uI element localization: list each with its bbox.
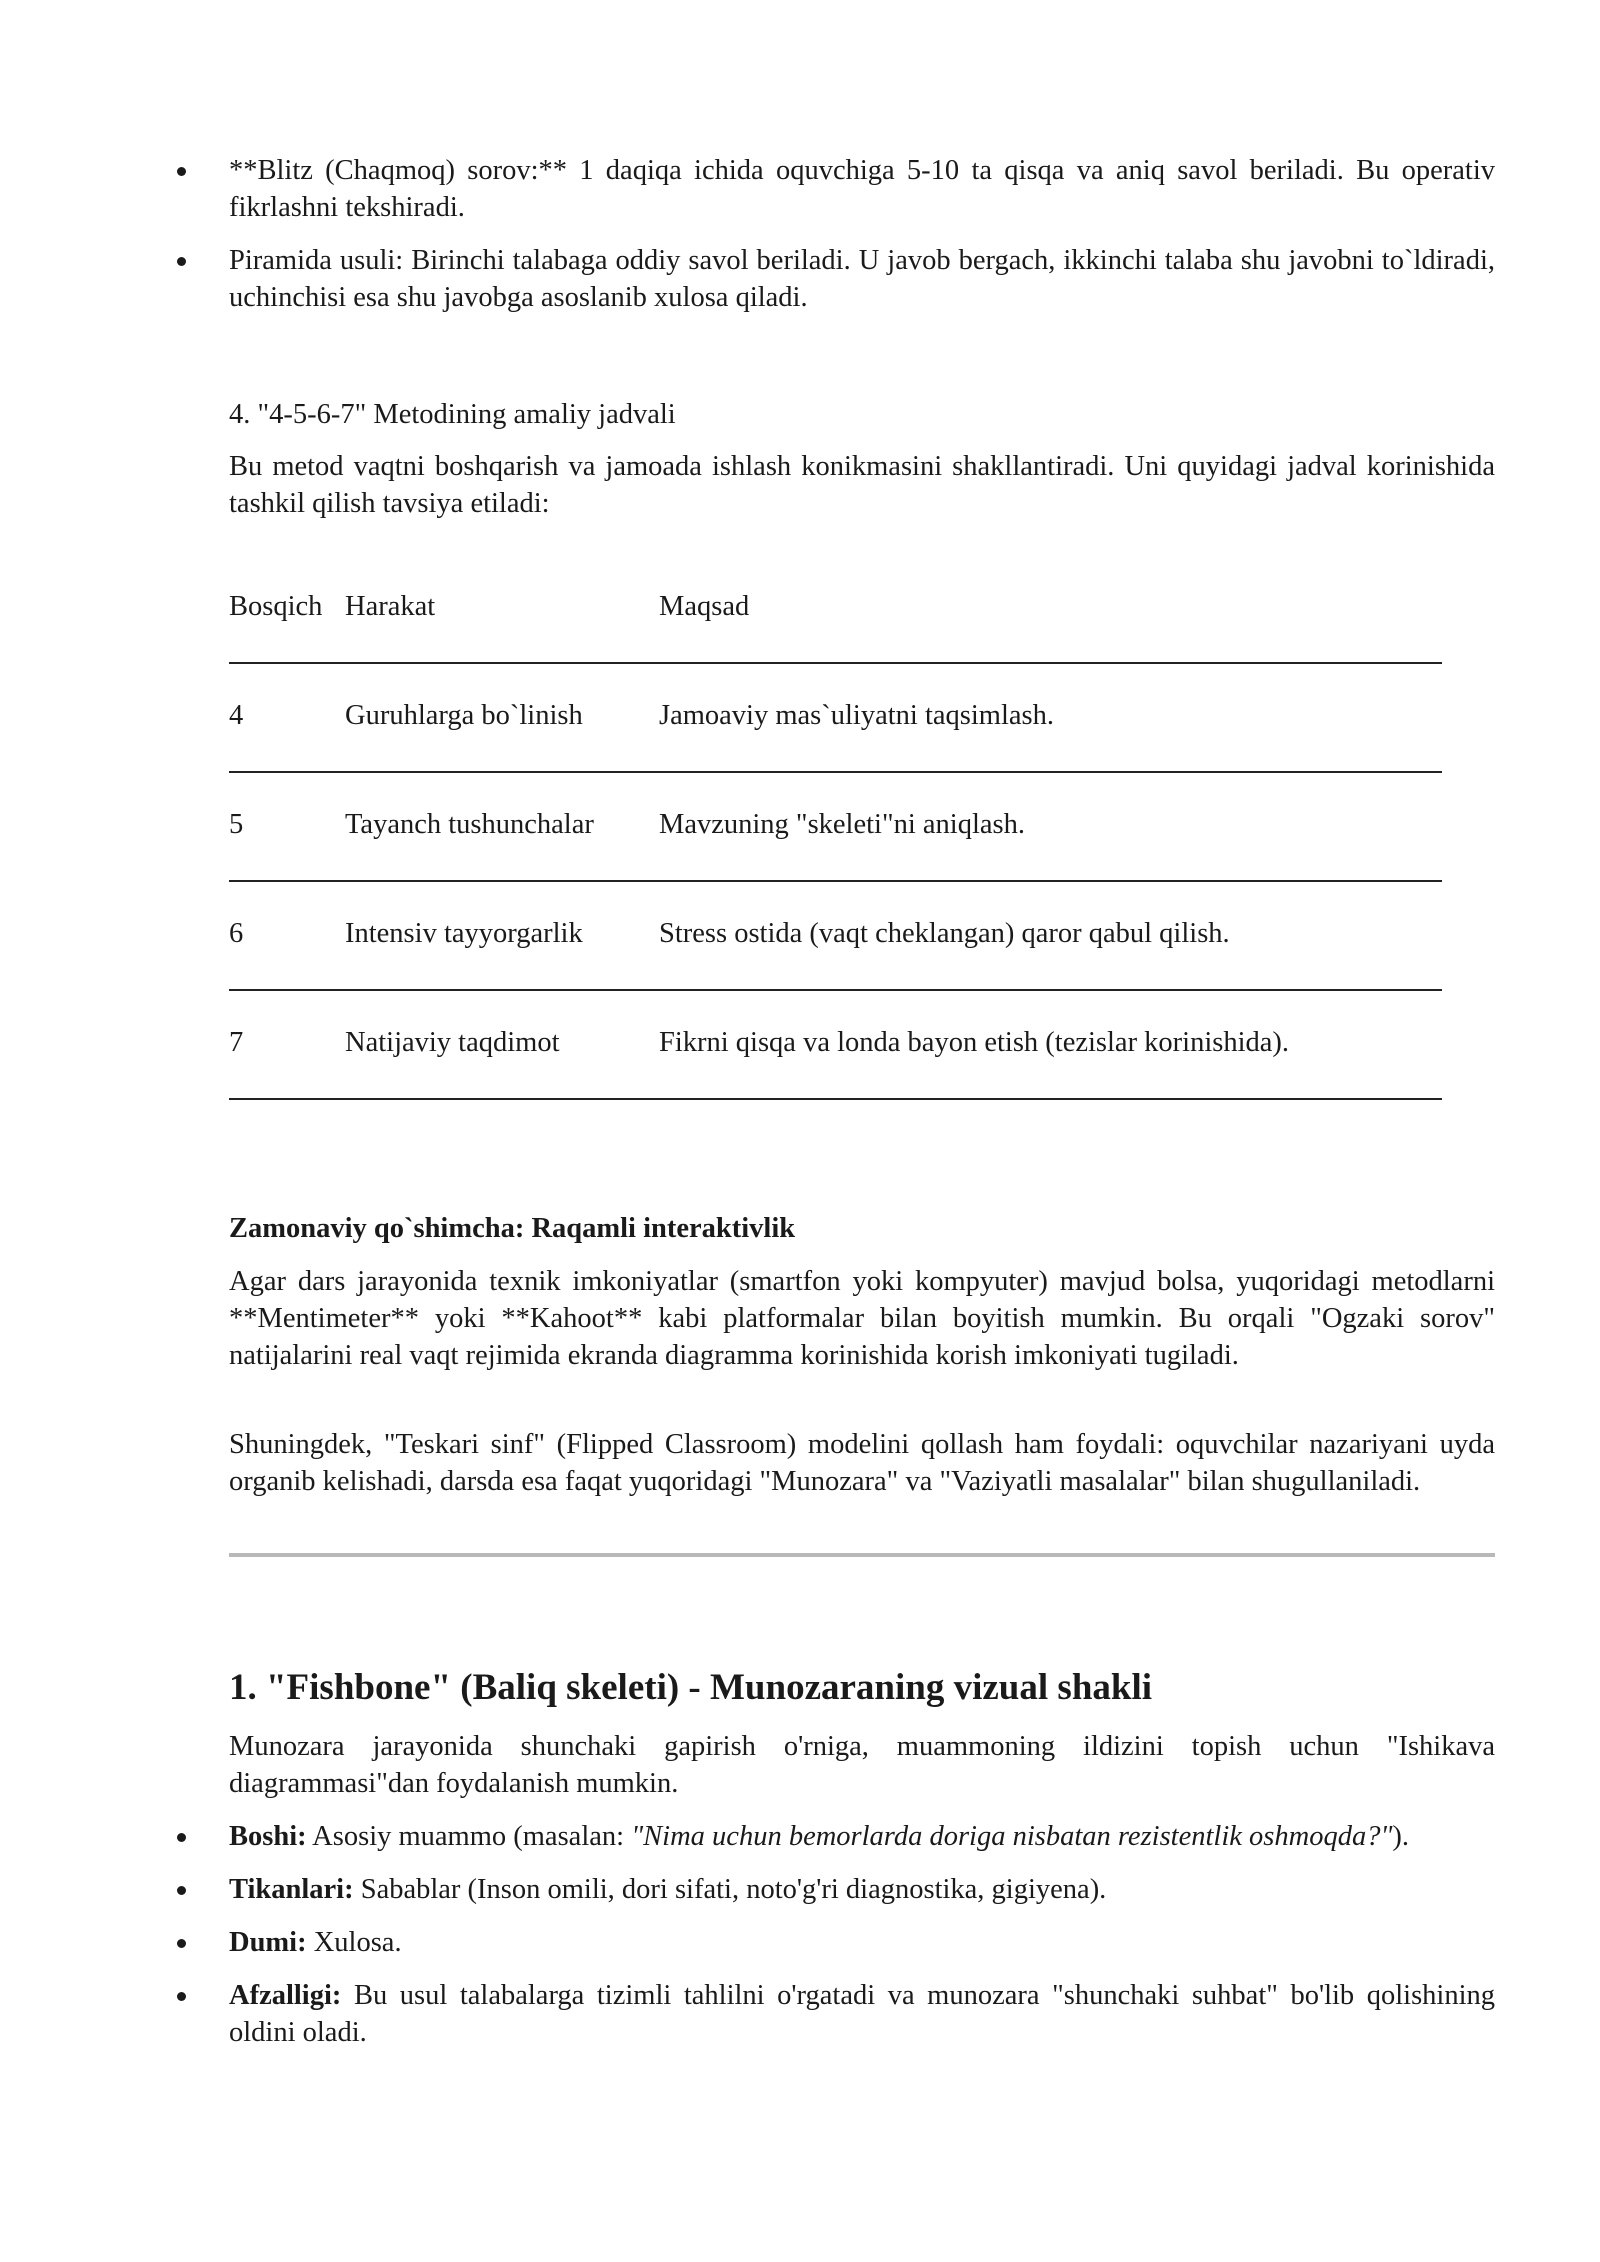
- fishbone-title: 1. "Fishbone" (Baliq skeleti) - Munozaraning vizual shakli: [229, 1667, 1153, 1708]
- table-row: [229, 882, 1442, 991]
- list-item: [229, 152, 1495, 226]
- method-table: [229, 586, 1442, 1100]
- digital-paragraph: Agar dars jarayonida texnik imkoniyatlar (smartfon yoki kompyuter) mavjud bolsa, yuqoridagi metodlarni **Mentimeter** yoki **Kahoot** kabi platformalar bilan boyitish mumkin. Bu orqali "Ogzaki sorov" natijalarini real vaqt rejimida ekranda diagramma korinishida korish imkoniyati tugiladi.: [229, 1266, 1495, 1371]
- item-label: Tikanlari:: [229, 1874, 354, 1905]
- list-item: [229, 1924, 1495, 1961]
- section-divider: [229, 1553, 1495, 1557]
- fishbone-bullet-list: [229, 1818, 1495, 2051]
- section-intro: Bu metod vaqtni boshqarish va jamoada ishlash konikmasini shakllantiradi. Uni quyidagi jadval korinishida tashkil qilish tavsiya etiladi:: [229, 451, 1495, 519]
- item-text: Xulosa.: [306, 1927, 402, 1958]
- bullet-icon: [177, 1886, 186, 1895]
- bullet-icon: [177, 1992, 186, 2001]
- table-row: [229, 773, 1442, 882]
- list-item: [229, 1977, 1495, 2051]
- item-example: "Nima uchun bemorlarda doriga nisbatan rezistentlik oshmoqda?": [631, 1821, 1393, 1852]
- table-header-row: [229, 586, 1442, 664]
- action-cell: Guruhlarga bo`linish: [345, 700, 583, 731]
- goal-cell: Stress ostida (vaqt cheklangan) qaror qabul qilish.: [659, 918, 1230, 949]
- list-item: [229, 1871, 1495, 1908]
- item-text: Sabablar (Inson omili, dori sifati, noto'g'ri diagnostika, gigiyena).: [353, 1874, 1107, 1905]
- item-tail: ).: [1392, 1821, 1410, 1852]
- column-header: Bosqich: [229, 591, 323, 622]
- list-item: [229, 242, 1495, 316]
- fishbone-intro: Munozara jarayonida shunchaki gapirish o'rniga, muammoning ildizini topish uchun "Ishikava diagrammasi"dan foydalanish mumkin.: [229, 1731, 1495, 1799]
- column-header: Maqsad: [659, 591, 750, 622]
- item-label: Boshi:: [229, 1821, 307, 1852]
- goal-cell: Jamoaviy mas`uliyatni taqsimlash.: [659, 700, 1054, 731]
- action-cell: Natijaviy taqdimot: [345, 1027, 560, 1058]
- goal-cell: Fikrni qisqa va londa bayon etish (tezislar korinishida).: [659, 1027, 1290, 1058]
- stage-cell: 5: [229, 809, 244, 840]
- stage-cell: 6: [229, 918, 244, 949]
- method-bullet-list: [229, 152, 1495, 316]
- digital-heading: Zamonaviy qo`shimcha: Raqamli interaktivlik: [229, 1213, 796, 1244]
- digital-paragraph: Shuningdek, "Teskari sinf" (Flipped Classroom) modelini qollash ham foydali: oquvchilar nazariyani uyda organib kelishadi, darsda esa faqat yuqoridagi "Munozara" va "Vaziyatli masalalar" bilan shugullaniladi.: [229, 1429, 1495, 1497]
- bullet-icon: [177, 257, 186, 266]
- stage-cell: 4: [229, 700, 244, 731]
- table-row: [229, 664, 1442, 773]
- goal-cell: Mavzuning "skeleti"ni aniqlash.: [659, 809, 1025, 840]
- bullet-icon: [177, 167, 186, 176]
- item-label: Dumi:: [229, 1927, 307, 1958]
- item-text: Bu usul talabalarga tizimli tahlilni o'rgatadi va munozara "shunchaki suhbat" bo'lib qolishining oldini oladi.: [229, 1980, 1495, 2048]
- action-cell: Tayanch tushunchalar: [345, 809, 594, 840]
- stage-cell: 7: [229, 1027, 244, 1058]
- action-cell: Intensiv tayyorgarlik: [345, 918, 583, 949]
- bullet-icon: [177, 1833, 186, 1842]
- list-item-text: Piramida usuli: Birinchi talabaga oddiy savol beriladi. U javob bergach, ikkinchi talaba shu javobni to`ldiradi, uchinchisi esa shu javobga asoslanib xulosa qiladi.: [229, 245, 1495, 313]
- bullet-icon: [177, 1939, 186, 1948]
- section-heading: 4. "4-5-6-7" Metodining amaliy jadvali: [229, 399, 676, 430]
- column-header: Harakat: [345, 591, 436, 622]
- list-item-text: **Blitz (Chaqmoq) sorov:** 1 daqiqa ichida oquvchiga 5-10 ta qisqa va aniq savol beriladi. Bu operativ fikrlashni tekshiradi.: [229, 155, 1495, 223]
- table-row: [229, 991, 1442, 1100]
- item-text: Asosiy muammo (masalan:: [306, 1821, 632, 1852]
- list-item: [229, 1818, 1495, 1855]
- item-label: Afzalligi:: [229, 1980, 342, 2011]
